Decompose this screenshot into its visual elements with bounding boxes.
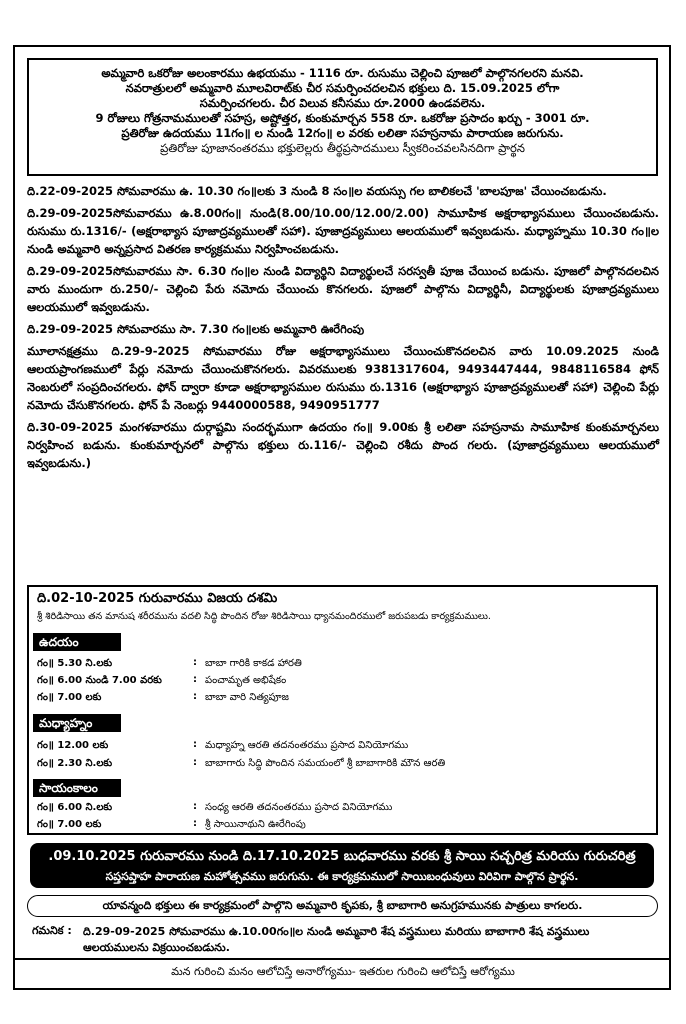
devotee-invitation: యావన్మంది భక్తులు ఈ కార్యక్రమంలో పాల్గొని అమ్మవారి కృపకు, శ్రీ బాబాగారి అనుగ్రహమునకు పాత్రులు కాగలరు. <box>27 895 658 917</box>
row-time: గం॥ 2.30 ని.లకు <box>37 758 113 769</box>
vijaya-dasami-schedule <box>27 585 658 835</box>
footer-quote: మన గురించి మనం ఆలోచిస్తే అనారోగ్యము- ఇతరుల గురించి ఆలోచిస్తే ఆరోగ్యము <box>171 965 515 978</box>
note-text: ది.29-09-2025 సోమవారము ఉ.10.00గం॥ల నుండి అమ్మవారి శేష వస్త్రములు మరియు బాబాగారి శేష వస్త్రములు ఆలయములను విక్రయించబడును. <box>83 925 590 954</box>
row-event: బాబా వారి నిత్యపూజ <box>205 692 289 703</box>
event-paragraph: ది.29-09-2025 సోమవారము సా. 7.30 గం॥లకు అమ్మవారి ఊరేగింపు <box>27 322 365 336</box>
event-paragraphs <box>27 182 659 476</box>
event-paragraph: ది.29-09-2025సోమవారము సా. 6.30 గం॥ల నుండి విద్యార్థిని విద్యార్థులచే సరస్వతీ పూజ చేయించ బడును. పూజలో పాల్గొనదలచిన వారు ముందుగా రు.250/- చెల్లించి పేరు నమోదు చేయించు కొనగలరు. పూజలో పాల్గొను విద్యార్థినీ, విద్యార్థులకు పూజాద్రవ్యములు ఆలయములో ఇవ్వబడును. <box>27 264 659 314</box>
row-time: గం॥ 12.00 లకు <box>37 740 109 751</box>
schedule-row <box>29 655 649 672</box>
row-event: మధ్యాహ్న ఆరతి తదనంతరము ప్రసాద వినియోగము <box>205 740 409 751</box>
row-colon: : <box>193 757 197 768</box>
footer-divider <box>14 958 670 960</box>
section-label-morning: ఉదయం <box>33 633 121 651</box>
row-colon: : <box>193 674 197 685</box>
event-paragraph: ది.29-09-2025సోమవారము ఉ.8.00గం॥ నుండి(8.00/10.00/12.00/2.00) సామూహిక అక్షరాభ్యాసములు చేయించబడును. రుసుము రు.1316/- (అక్షరాభ్యాస పూజాద్రవ్యములతో సహా). పూజాద్రవ్యములు ఆలయములో ఇవ్వబడును. మధ్యాహ్నము 10.30 గం॥ల నుండి అమ్మవారి అన్నప్రసాద వితరణ కార్యక్రమము నిర్వహించబడును. <box>27 206 659 256</box>
schedule-subtitle: శ్రీ శిరిడిసాయి తన మానుష శరీరమును వదలి సిద్ధి పొందిన రోజు శిరిడిసాయి ధ్యానమందిరములో జరుపబడు కార్యక్రమములు. <box>37 611 491 622</box>
offering-line: అమ్మవారి ఒకరోజు అలంకారము ఉభయము - 1116 రూ. రుసుము చెల్లించి పూజలో పాల్గొనగలరని మనవి. <box>101 66 584 80</box>
row-time: గం॥ 7.00 లకు <box>37 692 102 703</box>
row-colon: : <box>193 691 197 702</box>
schedule-row <box>29 799 649 816</box>
parayana-banner <box>30 843 654 888</box>
row-time: గం॥ 6.00 ని.లకు <box>37 802 113 813</box>
schedule-row <box>29 755 649 772</box>
row-colon: : <box>193 657 197 668</box>
note-label: గమనిక : <box>32 924 72 937</box>
row-time: గం॥ 6.00 నుండి 7.00 వరకు <box>37 675 162 686</box>
schedule-title: ది.02-10-2025 గురువారము విజయ దశమి <box>37 591 278 606</box>
offerings-box <box>27 58 658 176</box>
event-paragraph: ది.22-09-2025 సోమవారము ఉ. 10.30 గం॥లకు 3 నుండి 8 సం॥ల వయస్సు గల బాలికలచే 'బాలపూజ' చేయించబడును. <box>27 184 607 198</box>
offering-line: ప్రతిరోజు పూజానంతరము భక్తులెల్లరు తీర్థప్రసాదములు స్వీకరించవలసినదిగా ప్రార్థన <box>160 141 525 155</box>
banner-line: సప్తసప్తాహ పారాయణ మహోత్సవము జరుగును. ఈ కార్యక్రమములో సాయిబంధువులు విరివిగా పాల్గొన ప్రార్థన. <box>105 870 579 883</box>
schedule-row <box>29 689 649 706</box>
event-paragraph: మూలానక్షత్రము ది.29-9-2025 సోమవారము రోజు అక్షరాభ్యాసములు చేయించుకొనదలచిన వారు 10.09.2025 నుండి ఆలయప్రాంగణములో పేర్లు నమోదు చేయించుకొనగలరు. వివరములకు 9381317604, 9493447444, 9848116584 ఫోన్ నెంబరులో సంప్రదించగలరు. ఫోన్ ద్వారా కూడా అక్షరాభ్యాసముల రుసుము రు.1316 (అక్షరాభ్యాస పూజాద్రవ్యములతో సహా) చెల్లించి పేర్లు నమోదు చేసుకొనగలరు. ఫోన్ పే నెంబర్లు 9440000588, 9490951777 <box>27 344 659 412</box>
offering-line: ప్రతిరోజు ఉదయము 11గం॥ ల నుండి 12గం॥ ల వరకు లలితా సహస్రనామ పారాయణ జరుగును. <box>121 126 564 140</box>
row-colon: : <box>193 739 197 750</box>
banner-line: .09.10.2025 గురువారము నుండి ది.17.10.2025 బుధవారము వరకు శ్రీ సాయి సచ్చరిత్ర మరియు గురుచరిత్ర <box>48 849 636 864</box>
offering-line: సమర్పించగలరు. చీర విలువ కనీసము రూ.2000 ఉండవలెను. <box>199 96 486 110</box>
schedule-row <box>29 737 649 754</box>
row-event: శ్రీ సాయినాథుని ఊరేగింపు <box>205 819 306 830</box>
row-event: బాబా గారికి కాకడ హారతి <box>205 658 302 669</box>
schedule-row <box>29 672 649 689</box>
row-event: పంచామృత అభిషేకం <box>205 675 287 686</box>
section-label-afternoon: మధ్యాహ్నం <box>33 714 121 732</box>
event-paragraph: ది.30-09-2025 మంగళవారము దుర్గాష్టమి సందర్భముగా ఉదయం గం॥ 9.00కు శ్రీ లలితా సహస్రనామ సామూహిక కుంకుమార్చనలు నిర్వహించ బడును. కుంకుమార్చనలో పాల్గొను భక్తులు రు.116/- చెల్లించి రశీదు పొంద గలరు. (పూజాద్రవ్యములు ఆలయములో ఇవ్వబడును.) <box>27 420 659 470</box>
offering-line: నవరాత్రులలో అమ్మవారి మూలవిరాట్‌కు చీర సమర్పించదలచిన భక్తులు ది. 15.09.2025 లోగా <box>125 81 560 95</box>
row-time: గం॥ 5.30 ని.లకు <box>37 658 113 669</box>
row-event: సంధ్య ఆరతి తదనంతరము ప్రసాద వినియోగము <box>205 802 393 813</box>
row-event: బాబాగారు సిద్ధి పొందిన సమయంలో శ్రీ బాబాగారికి మౌన ఆరతి <box>205 758 446 769</box>
row-time: గం॥ 7.00 లకు <box>37 819 102 830</box>
schedule-row <box>29 816 649 833</box>
section-label-evening: సాయంకాలం <box>33 779 121 797</box>
row-colon: : <box>193 818 197 829</box>
row-colon: : <box>193 801 197 812</box>
offering-line: 9 రోజులు గోత్రనామములతో సహస్ర, అష్టోత్తర, కుంకుమార్చన 558 రూ. ఒకరోజు ప్రసాదం ఖర్చు - 3001 రూ. <box>95 111 590 125</box>
